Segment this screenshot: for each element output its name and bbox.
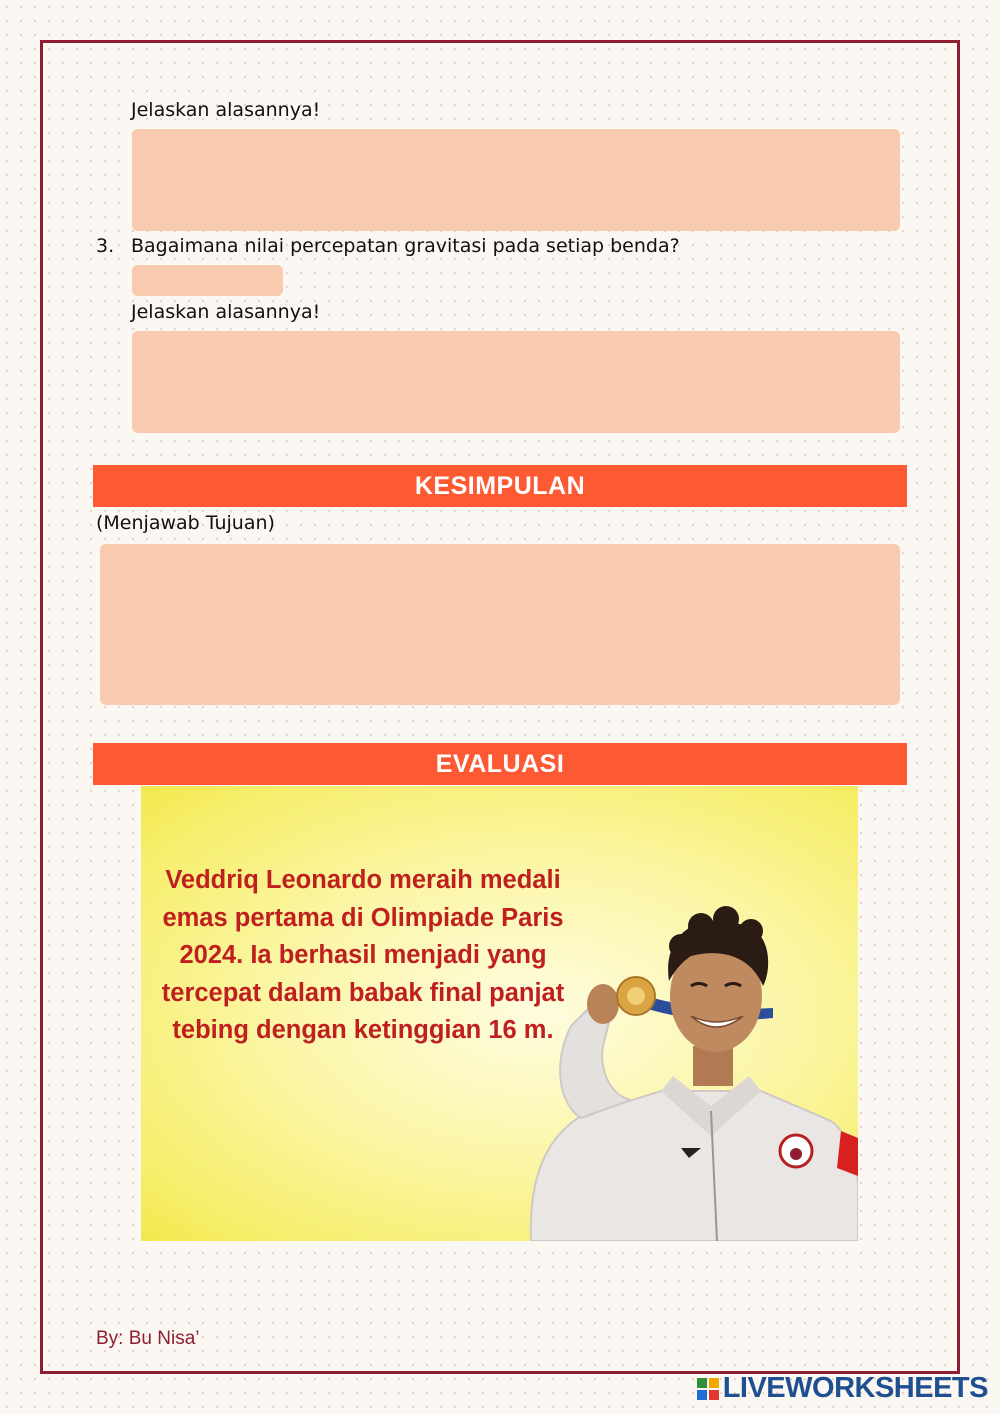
- athlete-photo: [511, 886, 858, 1241]
- q3-answer-box[interactable]: [132, 265, 283, 296]
- evaluasi-card-text: Veddriq Leonardo meraih medali emas pertama di Olimpiade Paris 2024. Ia berhasil menjadi yang tercepat dalam babak final panjat tebing dengan ketinggian 16 m.: [161, 866, 565, 1044]
- kesimpulan-header: [93, 465, 907, 507]
- kesimpulan-subtitle: (Menjawab Tujuan): [96, 512, 275, 534]
- q3-reason-answer-box[interactable]: [132, 331, 900, 433]
- q3-question-text: Bagaimana nilai percepatan gravitasi pada setiap benda?: [131, 235, 680, 257]
- kesimpulan-answer-box[interactable]: [100, 544, 900, 705]
- q3-reason-label: Jelaskan alasannya!: [131, 301, 321, 323]
- author-credit: By: Bu Nisa’: [96, 1328, 200, 1349]
- q3-number: 3.: [96, 235, 115, 257]
- evaluasi-header: [93, 743, 907, 785]
- liveworksheets-brand-text: LIVEWORKSHEETS: [722, 1372, 988, 1404]
- liveworksheets-brand[interactable]: [697, 1372, 988, 1405]
- evaluasi-image-card: [141, 786, 858, 1241]
- q2-reason-label: Jelaskan alasannya!: [131, 99, 321, 121]
- q2-reason-answer-box[interactable]: [132, 129, 900, 231]
- evaluasi-title: EVALUASI: [435, 749, 565, 778]
- kesimpulan-title: KESIMPULAN: [414, 471, 586, 500]
- liveworksheets-logo-icon: [697, 1378, 719, 1400]
